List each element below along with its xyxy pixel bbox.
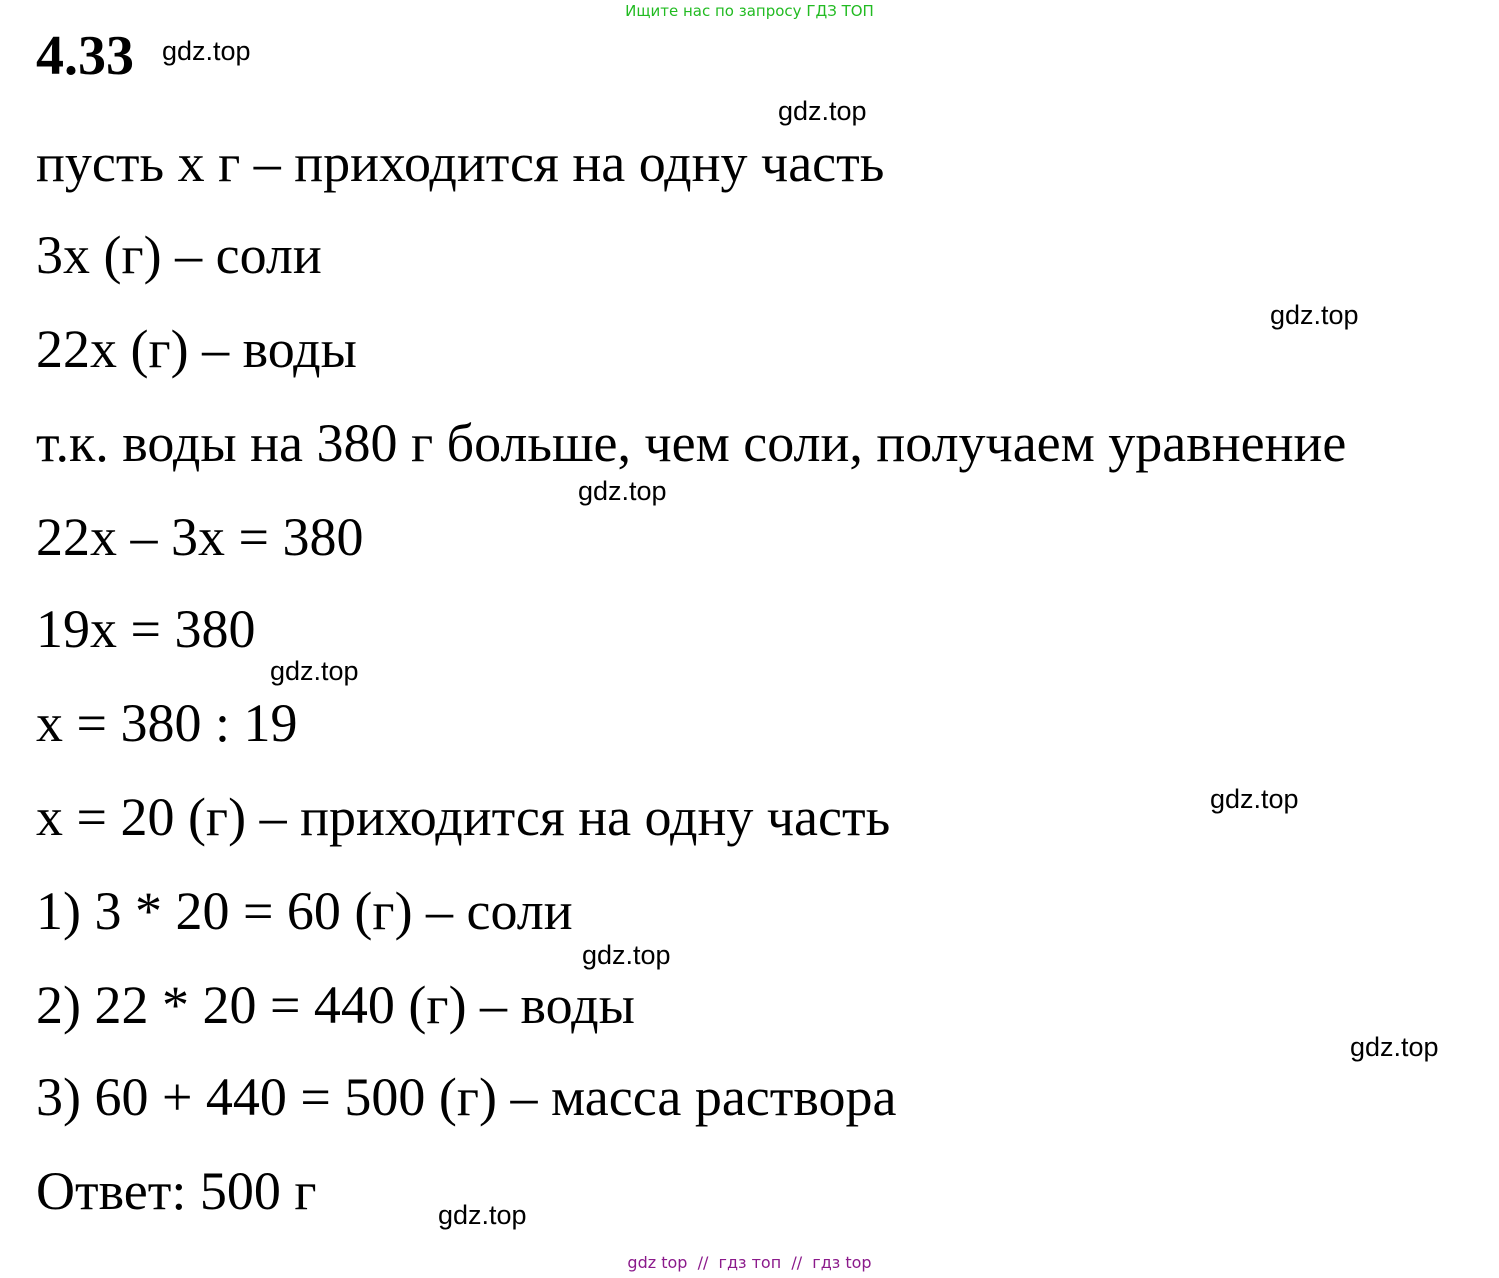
problem-number: 4.33 (36, 25, 134, 87)
top-banner: Ищите нас по запросу ГДЗ ТОП (625, 2, 874, 20)
footer-links: gdz top // гдз топ // гдз top (627, 1253, 872, 1272)
solution-line-3: 22х (г) – воды (36, 319, 357, 379)
solution-line-11: 3) 60 + 440 = 500 (г) – масса раствора (36, 1067, 897, 1127)
watermark: gdz.top (582, 940, 671, 970)
watermark: gdz.top (270, 656, 359, 686)
watermark: gdz.top (1350, 1032, 1439, 1062)
watermark: gdz.top (162, 36, 251, 66)
watermark: gdz.top (438, 1200, 527, 1230)
watermark: gdz.top (1210, 784, 1299, 814)
watermark: gdz.top (1270, 300, 1359, 330)
watermark: gdz.top (778, 96, 867, 126)
answer-line: Ответ: 500 г (36, 1161, 317, 1221)
solution-line-2: 3х (г) – соли (36, 225, 322, 285)
solution-line-5: 22х – 3х = 380 (36, 507, 364, 567)
solution-line-9: 1) 3 * 20 = 60 (г) – соли (36, 881, 573, 941)
solution-line-1: пусть х г – приходится на одну часть (36, 133, 885, 193)
solution-line-4: т.к. воды на 380 г больше, чем соли, получаем уравнение (36, 413, 1347, 473)
solution-line-6: 19х = 380 (36, 599, 256, 659)
solution-line-10: 2) 22 * 20 = 440 (г) – воды (36, 975, 635, 1035)
solution-line-8: х = 20 (г) – приходится на одну часть (36, 787, 891, 847)
watermark: gdz.top (578, 476, 667, 506)
solution-line-7: х = 380 : 19 (36, 693, 298, 753)
